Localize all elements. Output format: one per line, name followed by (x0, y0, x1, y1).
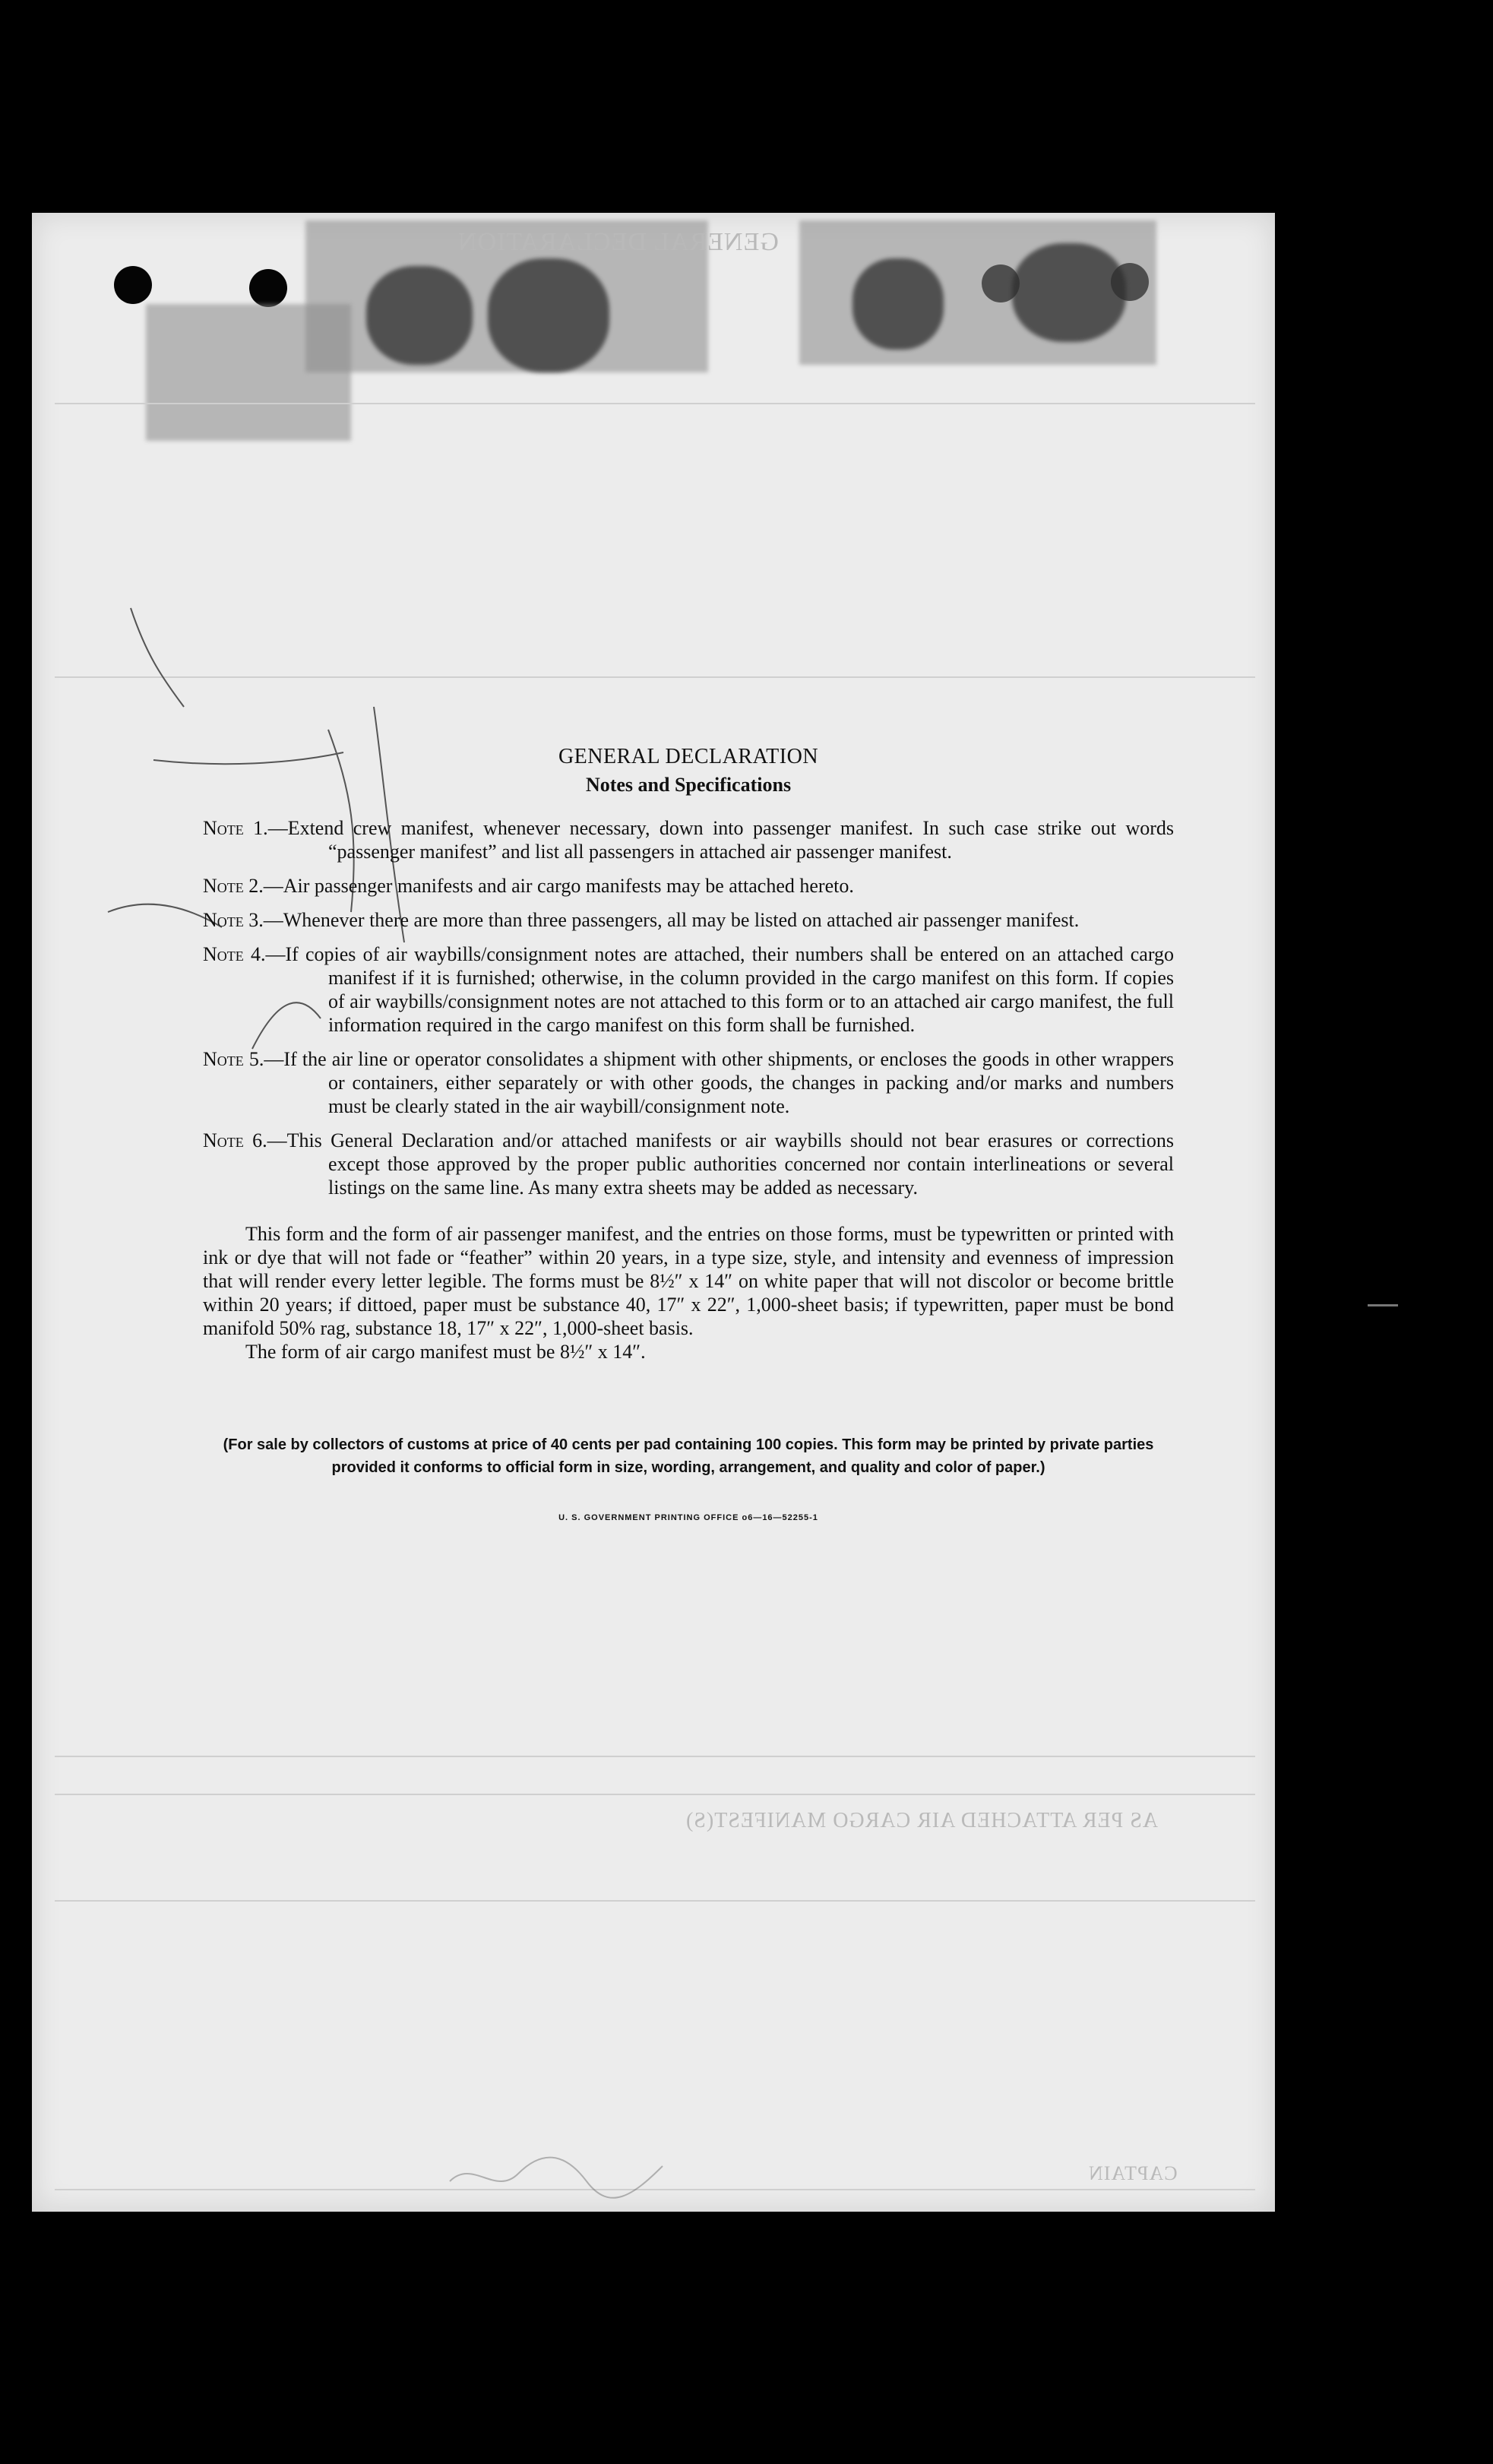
cargo-manifest-size-paragraph: The form of air cargo manifest must be 8½″ x 14″. (245, 1341, 646, 1363)
note-text: —If the air line or operator consolidates a shipment with other shipments, or encloses the goods in other wrappers or containers, either separately or with other goods, the changes in packing and/or marks and numbers must be clearly stated in the air waybill/consignment note. (264, 1048, 1174, 1117)
faint-signature (442, 2143, 670, 2204)
bleed-through-header: GENERAL DECLARATION (457, 228, 779, 256)
bleed-through-cargo-note: AS PER ATTACHED AIR CARGO MANIFEST(S) (685, 1809, 1159, 1832)
document-subtitle: Notes and Specifications (585, 774, 792, 796)
note-text: —Extend crew manifest, whenever necessary, down into passenger manifest. In such case strike out words “passenger manifest” and list all passengers in attached air passenger manifest. (267, 817, 1175, 863)
document-page (32, 213, 1275, 2212)
bleed-through-captain-label: CAPTAIN (1088, 2162, 1178, 2184)
note-3 (203, 908, 1174, 932)
bleed-through-rule (55, 1756, 1255, 1757)
note-label: Note 2. (203, 875, 264, 897)
bleed-through-rule (55, 403, 1255, 404)
punch-hole-left-1 (114, 266, 152, 304)
stray-mark (1368, 1304, 1398, 1306)
notes-and-specifications (203, 745, 1174, 1530)
note-4 (203, 942, 1174, 1037)
document-title: GENERAL DECLARATION (558, 745, 819, 768)
note-5 (203, 1047, 1174, 1118)
ink-blot-center (488, 258, 609, 372)
note-6 (203, 1129, 1174, 1199)
note-label: Note 5. (203, 1048, 264, 1070)
note-text: —Air passenger manifests and air cargo manifests may be attached hereto. (263, 875, 854, 897)
note-text: —Whenever there are more than three passengers, all may be listed on attached air passenger manifest. (263, 909, 1080, 931)
note-2 (203, 874, 1174, 898)
note-1 (203, 816, 1174, 863)
ink-blot-right (852, 258, 944, 350)
sale-notice: (For sale by collectors of customs at price of 40 cents per pad containing 100 copies. This form may be printed by private parties provided it conforms to official form in size, wording, arrangement, and quality and color of paper.) (223, 1436, 1154, 1476)
ink-blot-far-right (1012, 243, 1126, 342)
note-label: Note 4. (203, 943, 266, 965)
note-text: —This General Declaration and/or attached manifests or air waybills should not bear erasures or corrections except those approved by the proper public authorities concerned nor contain interlineations or several listings on the same line. As many extra sheets may be added as necessary. (267, 1129, 1175, 1199)
note-text: —If copies of air waybills/consignment notes are attached, their numbers shall be entered on an attached cargo manifest if it is furnished; otherwise, in the column provided in the cargo manifest on this form. If copies of air waybills/consignment notes are not attached to this form or to an attached air cargo manifest, the full information required in the cargo manifest on this form shall be furnished. (265, 943, 1175, 1036)
punch-hole-left-2 (249, 269, 287, 307)
printing-office-line: U. S. GOVERNMENT PRINTING OFFICE o6—16—52255-1 (558, 1513, 818, 1522)
ink-blot-center-left (366, 266, 473, 365)
bleed-through-rule (55, 1900, 1255, 1902)
note-label: Note 3. (203, 909, 264, 931)
note-label: Note 1. (203, 817, 268, 839)
bleed-through-rule (55, 1794, 1255, 1795)
note-label: Note 6. (203, 1129, 267, 1151)
paper-specification-paragraph: This form and the form of air passenger manifest, and the entries on those forms, must be typewritten or printed with ink or dye that will not fade or “feather” within 20 years, in a type size, style, and intensity and evenness of impression that will render every letter legible. The forms must be 8½″ x 14″ on white paper that will not discolor or become brittle within 20 years; if dittoed, paper must be substance 40, 17″ x 22″, 1,000-sheet basis; if typewritten, paper must be bond manifold 50% rag, substance 18, 17″ x 22″, 1,000-sheet basis. (203, 1223, 1174, 1339)
